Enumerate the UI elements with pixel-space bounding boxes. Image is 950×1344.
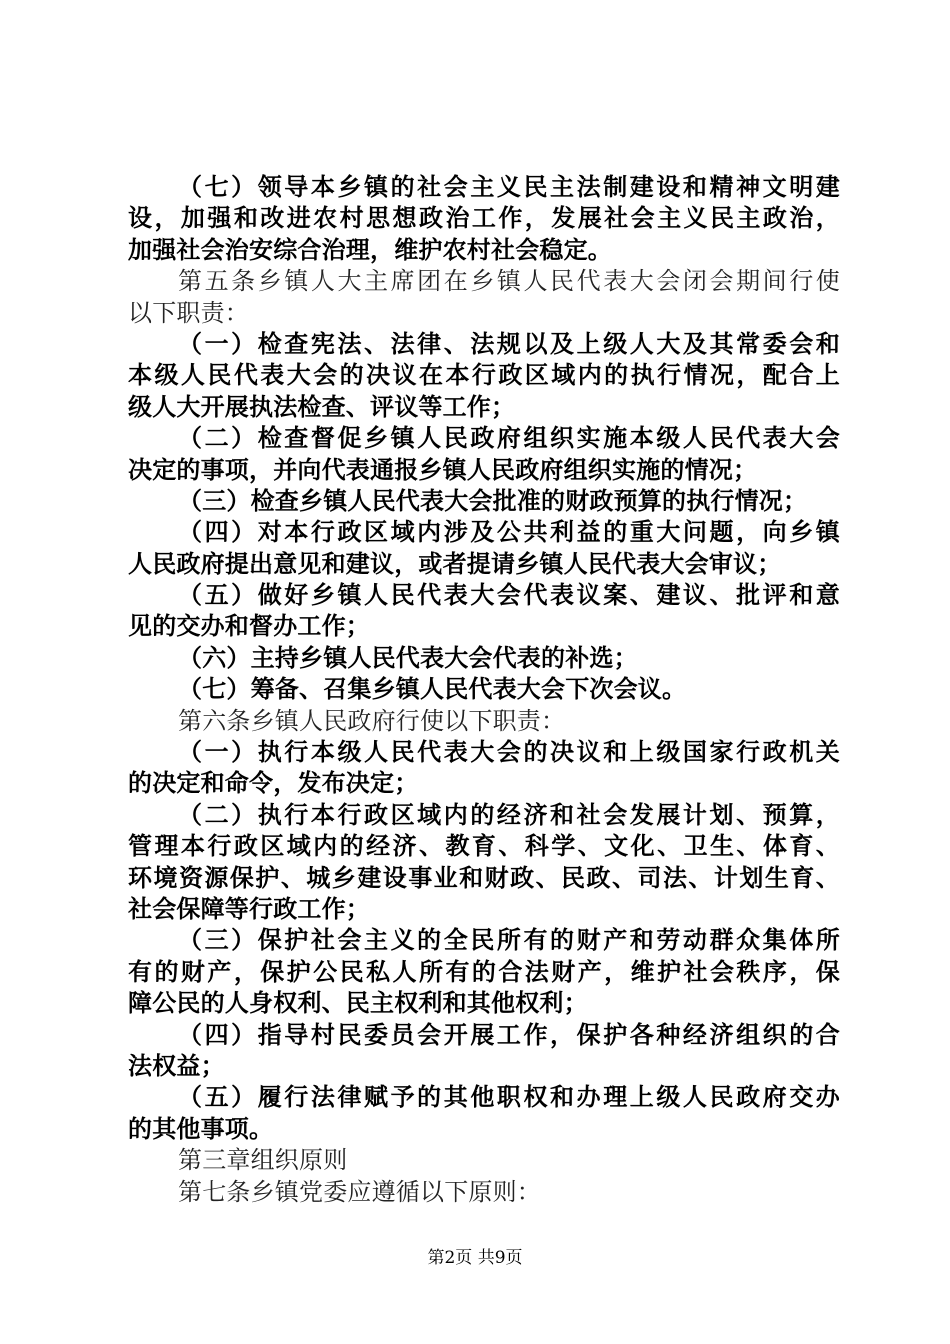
text-line: 有的财产，保护公民私人所有的合法财产，维护社会秩序，保 <box>128 957 840 986</box>
document-body <box>128 172 840 1208</box>
text-line: 设，加强和改进农村思想政治工作，发展社会主义民主政治， <box>128 204 840 233</box>
text-line: （五）做好乡镇人民代表大会代表议案、建议、批评和意 <box>178 581 840 610</box>
text-line: （七）领导本乡镇的社会主义民主法制建设和精神文明建 <box>178 173 840 201</box>
text-line: 第三章组织原则 <box>178 1146 348 1175</box>
text-line: 法权益； <box>128 1051 225 1080</box>
text-line: （一）检查宪法、法律、法规以及上级人大及其常委会和 <box>178 329 840 358</box>
text-line: （三）检查乡镇人民代表大会批准的财政预算的执行情况； <box>178 486 808 515</box>
text-line: 以下职责： <box>128 298 249 327</box>
text-line: 的其他事项。 <box>128 1114 274 1143</box>
text-line: （一）执行本级人民代表大会的决议和上级国家行政机关 <box>178 738 840 767</box>
text-line: 社会保障等行政工作； <box>128 894 370 923</box>
text-line: （二）执行本行政区域内的经济和社会发展计划、预算， <box>178 800 840 829</box>
text-line: （五）履行法律赋予的其他职权和办理上级人民政府交办 <box>178 1083 840 1112</box>
text-line: （二）检查督促乡镇人民政府组织实施本级人民代表大会 <box>178 424 840 453</box>
text-line: 本级人民代表大会的决议在本行政区域内的执行情况，配合上 <box>128 361 840 390</box>
text-line: 决定的事项，并向代表通报乡镇人民政府组织实施的情况； <box>128 455 758 484</box>
text-line: 环境资源保护、城乡建设事业和财政、民政、司法、计划生育、 <box>128 863 840 892</box>
text-line: 第五条乡镇人大主席团在乡镇人民代表大会闭会期间行使 <box>178 267 840 296</box>
text-line: 第七条乡镇党委应遵循以下原则： <box>178 1177 541 1206</box>
text-line: 障公民的人身权利、民主权利和其他权利； <box>128 989 588 1018</box>
text-line: 管理本行政区域内的经济、教育、科学、文化、卫生、体育、 <box>128 832 840 861</box>
page-footer: 第2页 共9页 <box>427 1248 523 1268</box>
text-line: 见的交办和督办工作； <box>128 612 370 641</box>
text-line: 第六条乡镇人民政府行使以下职责： <box>178 706 566 735</box>
text-line: （三）保护社会主义的全民所有的财产和劳动群众集体所 <box>178 926 840 955</box>
text-line: （六）主持乡镇人民代表大会代表的补选； <box>178 643 638 672</box>
text-line: （四）指导村民委员会开展工作，保护各种经济组织的合 <box>178 1020 840 1049</box>
text-line: （四）对本行政区域内涉及公共利益的重大问题，向乡镇 <box>178 518 840 547</box>
text-line: 级人大开展执法检查、评议等工作； <box>128 392 516 421</box>
text-line: 的决定和命令，发布决定； <box>128 769 419 798</box>
text-line: 人民政府提出意见和建议，或者提请乡镇人民代表大会审议； <box>128 549 782 578</box>
text-line: （七）筹备、召集乡镇人民代表大会下次会议。 <box>178 675 687 704</box>
text-line: 加强社会治安综合治理，维护农村社会稳定。 <box>128 235 612 264</box>
